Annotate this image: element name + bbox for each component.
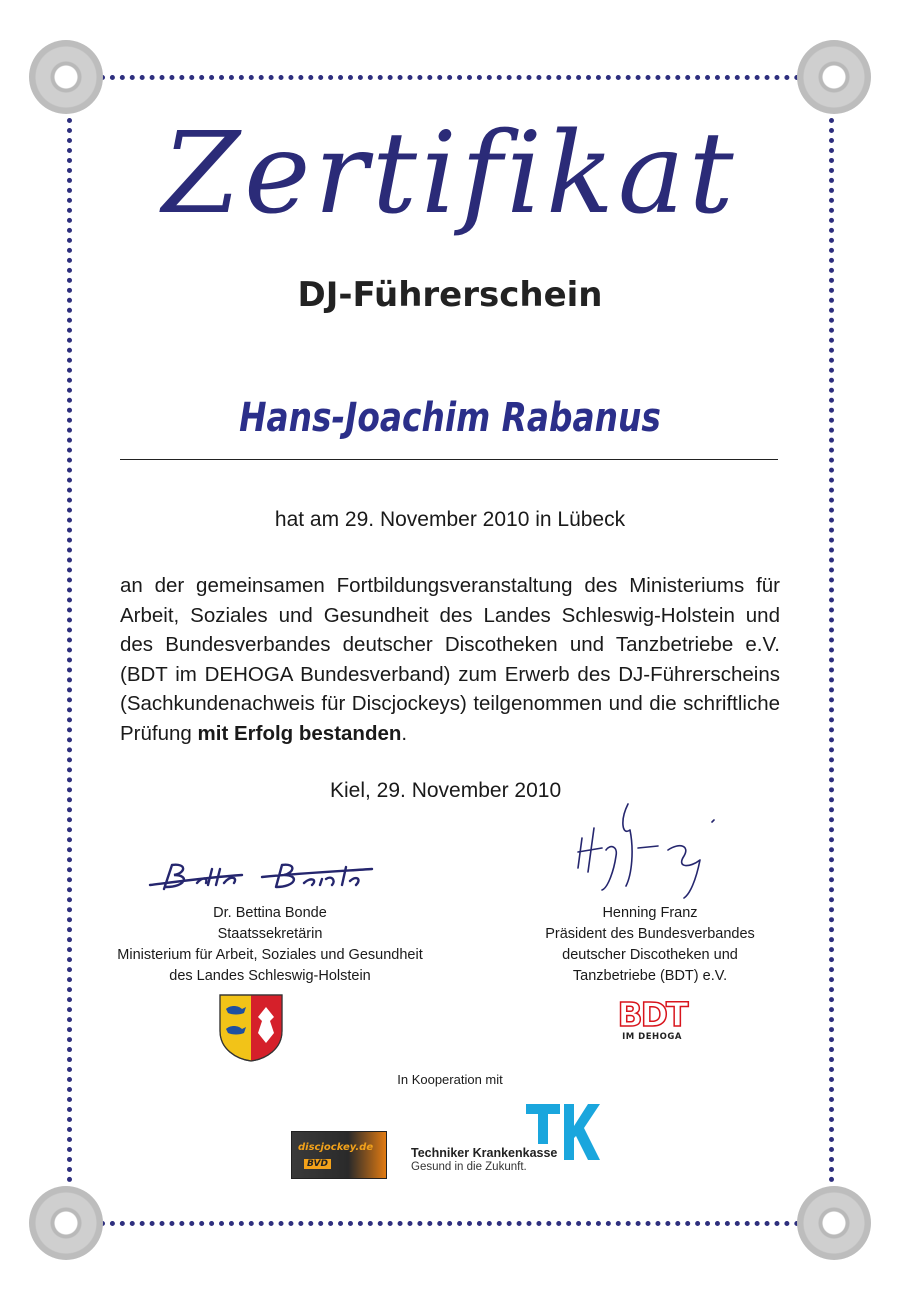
coat-of-arms-logo (218, 993, 284, 1063)
corner-ornament-bottom-right (797, 1186, 871, 1260)
place-date: Kiel, 29. November 2010 (330, 779, 562, 802)
signatory-left-name: Dr. Bettina Bonde (213, 905, 327, 921)
tk-logo-name: Techniker Krankenkasse (411, 1146, 558, 1160)
certificate-title: Zertifikat (162, 109, 738, 239)
signatory-left-org-1: Ministerium für Arbeit, Soziales und Gesundheit (117, 947, 423, 963)
signatory-left-role: Staatssekretärin (217, 926, 323, 942)
recipient-name: Hans-Joachim Rabanus (239, 395, 661, 441)
signatory-right-role: Präsident des Bundesverbandes (545, 926, 755, 942)
border-left (67, 108, 72, 1193)
name-underline (120, 459, 778, 460)
signatory-right-org-1: deutscher Discotheken und (562, 947, 738, 963)
signatory-left-block (110, 903, 430, 987)
corner-ornament-top-right (797, 40, 871, 114)
body-text: an der gemeinsamen Fortbildungsveranstaltung des Ministeriums für Arbeit, Soziales und Gesundheit des Landes Schleswig-Holstein und des Bundesverbandes deutscher Discotheken und Tanzbetriebe e.V. (BDT im DEHOGA Bundesverband) zum Erwerb des DJ-Führerscheins (Sachkundenachweis für Discjockeys) teilgenommen und die schriftliche Prüfung (120, 574, 780, 745)
signatory-right-name: Henning Franz (602, 905, 698, 921)
certificate-subtitle: DJ-Führerschein (297, 275, 603, 315)
corner-ornament-top-left (29, 40, 103, 114)
border-right (829, 108, 834, 1193)
border-top (100, 75, 800, 80)
signatory-right-org-2: Tanzbetriebe (BDT) e.V. (572, 968, 728, 984)
signature-right (572, 790, 742, 900)
body-end: . (401, 721, 408, 745)
tk-logo-slogan: Gesund in die Zukunft. (411, 1161, 527, 1173)
bdt-logo-subtext: IM DEHOGA (622, 1032, 682, 1042)
discjockey-logo-bvd: BVD (304, 1159, 331, 1169)
bdt-logo-text: BDT (617, 995, 687, 1034)
body-bold-text: mit Erfolg bestanden (197, 721, 402, 745)
signatory-left-org-2: des Landes Schleswig-Holstein (169, 968, 371, 984)
cooperation-label: In Kooperation mit (397, 1072, 503, 1087)
signatory-right-block (530, 903, 770, 987)
border-bottom (100, 1221, 800, 1226)
intro-line: hat am 29. November 2010 in Lübeck (274, 508, 626, 531)
body-paragraph (120, 571, 780, 748)
discjockey-logo-text: discjockey.de (298, 1142, 374, 1153)
signature-left (142, 855, 382, 895)
discjockey-logo (291, 1131, 387, 1179)
bdt-logo (612, 995, 692, 1042)
corner-ornament-bottom-left (29, 1186, 103, 1260)
